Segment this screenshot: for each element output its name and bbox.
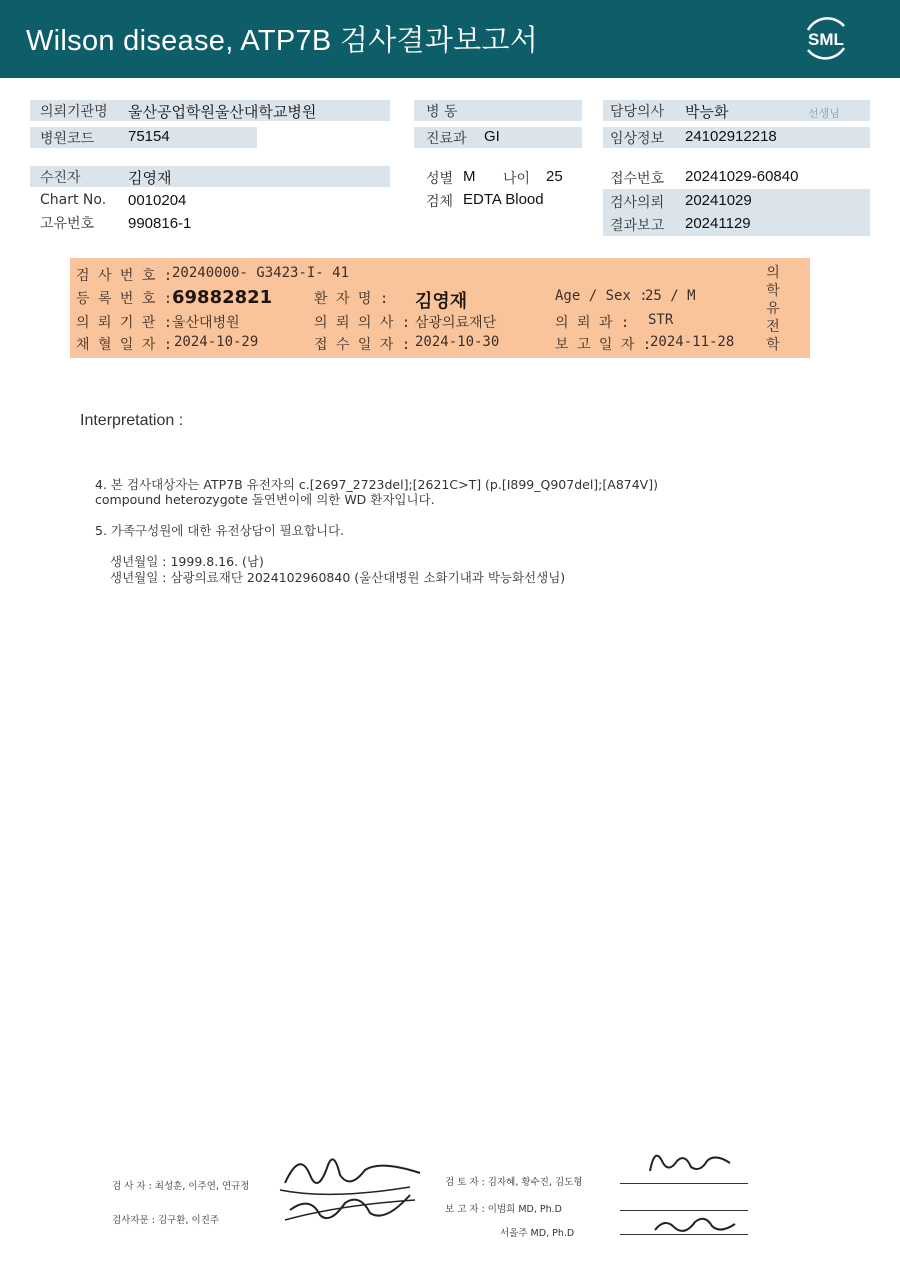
report-value: 20241129: [685, 215, 751, 232]
receipt-label: 접수번호: [610, 171, 665, 187]
reg-no-value: 69882821: [172, 287, 273, 308]
patient-label: 수진자: [40, 170, 81, 186]
reviewer-text: 검 토 자 : 김자혜, 황수진, 김도형: [445, 1177, 583, 1188]
reporter2-text: 서올주 MD, Ph.D: [500, 1228, 575, 1239]
scan-report-value: 2024-11-28: [650, 334, 735, 350]
dept-label: 진료과: [426, 131, 467, 147]
reviewer-sign-line: [620, 1183, 748, 1184]
hospital-code-label: 병원코드: [40, 131, 95, 147]
sex-value: M: [463, 168, 476, 185]
req-doctor-label: 의 뢰 의 사 :: [314, 315, 411, 331]
report-label: 결과보고: [610, 218, 665, 234]
item4-line1: 4. 본 검사대상자는 ATP7B 유전자의 c.[2697_2723del];[2621C>T] (p.[I899_Q907del];[A874V]): [95, 477, 658, 492]
clinical-label: 임상정보: [610, 131, 665, 147]
doctor-label: 담당의사: [610, 104, 665, 120]
age-sex-label: Age / Sex :: [555, 288, 648, 304]
unique-value: 990816-1: [128, 215, 192, 232]
req-doctor-value: 삼광의료재단: [415, 315, 497, 331]
receive-label: 접 수 일 자 :: [314, 337, 411, 353]
patient-row: [30, 166, 390, 187]
receive-value: 2024-10-30: [415, 334, 500, 350]
request-label: 검사의뢰: [610, 195, 665, 211]
logo-text: SML: [808, 30, 844, 49]
age-sex-value: 25 / M: [645, 288, 696, 304]
interpretation-heading: Interpretation :: [80, 412, 184, 429]
request-value: 20241029: [685, 192, 752, 209]
unique-label: 고유번호: [40, 216, 95, 232]
ward-label: 병 동: [426, 104, 458, 120]
doctor-suffix: 선생님: [808, 107, 840, 120]
clinical-value: 24102912218: [685, 128, 777, 145]
patient-value: 김영재: [128, 170, 172, 187]
chart-value: 0010204: [128, 192, 187, 209]
side-dept-text: 의학유전학: [766, 265, 780, 353]
scan-patient-label: 환 자 명 :: [314, 291, 389, 307]
collect-label: 채 혈 일 자 :: [76, 337, 173, 353]
scan-dept-label: 의 뢰 과 :: [555, 315, 630, 331]
institution-label: 의뢰기관명: [40, 104, 108, 120]
page-title: Wilson disease, ATP7B 검사결과보고서: [26, 25, 539, 57]
reg-no-label: 등 록 번 호 :: [76, 291, 173, 307]
receipt-value: 20241029-60840: [685, 168, 799, 185]
dob-line: 생년월일 : 1999.8.16. (남): [110, 554, 264, 569]
specimen-value: EDTA Blood: [463, 191, 544, 208]
scan-inst-label: 의 뢰 기 관 :: [76, 315, 173, 331]
item4-line2: compound heterozygote 돌연변이에 의한 WD 환자입니다.: [95, 492, 435, 507]
reporter1-sign-line: [620, 1210, 748, 1211]
scan-report-label: 보 고 일 자 :: [555, 337, 652, 353]
advisor-text: 검사자문 : 김구환, 이진주: [112, 1215, 220, 1226]
examiner-text: 검 사 자 : 최성훈, 이주연, 연규정: [112, 1181, 250, 1192]
examiner-signature: [270, 1145, 430, 1235]
item5: 5. 가족구성원에 대한 유전상담이 필요합니다.: [95, 523, 345, 538]
reviewer-signature: [645, 1143, 735, 1183]
sex-label: 성별: [426, 171, 454, 187]
chart-label: Chart No.: [40, 192, 107, 208]
institution-value: 울산공업학원울산대학교병원: [128, 104, 317, 121]
ref-line: 생년월일 : 삼광의료재단 2024102960840 (울산대병원 소화기내과 박능화선생님): [110, 570, 566, 585]
test-no-value: 20240000- G3423-I- 41: [172, 265, 350, 281]
age-label: 나이: [503, 171, 531, 187]
doctor-value: 박능화: [685, 104, 729, 121]
scan-patient-value: 김영재: [415, 291, 468, 312]
test-no-label: 검 사 번 호 :: [76, 268, 173, 284]
collect-value: 2024-10-29: [174, 334, 259, 350]
scan-dept-value: STR: [648, 312, 674, 328]
reporter-signature: [650, 1212, 740, 1240]
hospital-code-value: 75154: [128, 128, 170, 145]
reporter1-text: 보 고 자 : 이범희 MD, Ph.D: [445, 1204, 562, 1215]
specimen-label: 검체: [426, 194, 454, 210]
age-value: 25: [546, 168, 563, 185]
dept-value: GI: [484, 128, 500, 145]
sml-logo: [800, 12, 852, 64]
scan-inst-value: 울산대병원: [172, 315, 240, 331]
